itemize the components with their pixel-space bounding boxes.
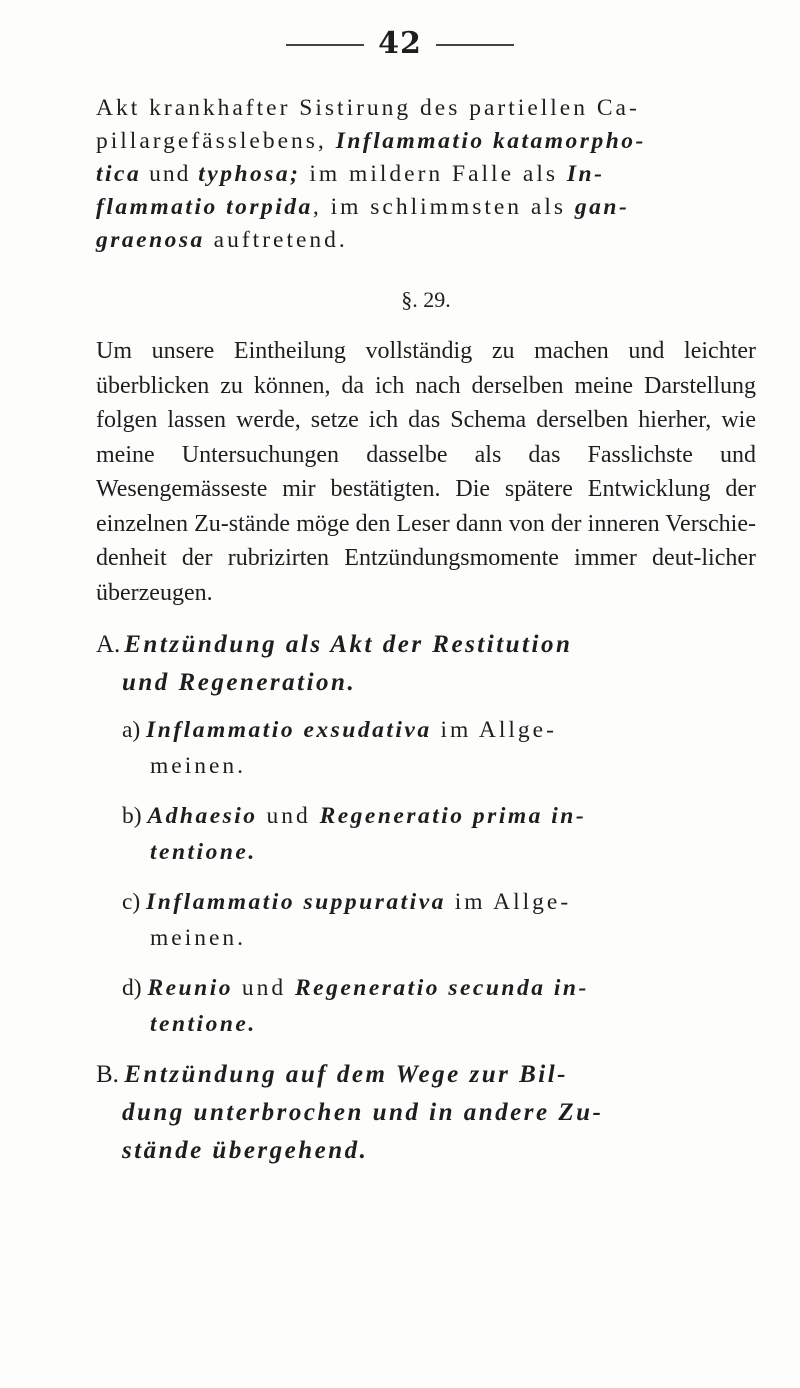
schema-item-a-main: [96, 626, 756, 702]
page-number: 42: [378, 26, 422, 61]
item-label: a): [122, 717, 141, 743]
item-title: Entzündung als Akt der Restitution: [124, 631, 573, 658]
schema-subitem-a: [96, 712, 756, 784]
intro-paragraph: [96, 92, 756, 257]
classification-schema: [96, 626, 756, 1170]
item-text: im Allge-: [445, 889, 572, 915]
item-label: A.: [96, 631, 121, 658]
item-title: Regeneratio prima in-: [319, 803, 587, 829]
intro-term: typhosa;: [198, 161, 301, 187]
intro-term: graenosa: [96, 227, 205, 253]
item-title: Inflammatio suppurativa: [146, 889, 446, 915]
intro-text: im mildern Falle als: [300, 161, 567, 187]
intro-term: gan-: [574, 194, 630, 220]
intro-text: auftretend.: [204, 227, 348, 253]
item-title-cont: stände übergehend.: [122, 1137, 369, 1164]
item-text-cont: meinen.: [150, 925, 247, 951]
item-text: und: [232, 975, 295, 1001]
item-title-cont: dung unterbrochen und in andere Zu-: [122, 1099, 604, 1126]
item-title: Regeneratio secunda in-: [294, 975, 589, 1001]
item-title: Entzündung auf dem Wege zur Bil-: [124, 1061, 569, 1088]
page-content: [96, 92, 756, 1180]
item-text: im Allge-: [431, 717, 557, 743]
intro-term: tica: [96, 161, 142, 187]
item-label: c): [122, 889, 141, 915]
header-rule-right: [436, 44, 514, 46]
schema-subitem-b: [96, 798, 756, 870]
intro-term: In-: [566, 161, 605, 187]
body-paragraph: Um unsere Eintheilung vollständig zu machen und leichter überblicken zu können, da ich nach derselben meine Darstellung folgen lassen werde, setze ich das Schema derselben hierher, wie meine Untersuchungen dasselbe als das Fasslichste und Wesengemässeste mir bestätigten. Die spätere Entwicklung der einzelnen Zu-stände möge den Leser dann von der inneren Verschie-denheit der rubrizirten Entzündungsmomente immer deut-licher überzeugen.: [96, 338, 756, 606]
intro-term: flammatio torpida: [96, 194, 313, 220]
item-label: d): [122, 975, 142, 1001]
intro-text: pillargefässlebens,: [96, 128, 336, 154]
item-title-cont: und Regeneration.: [122, 669, 357, 696]
item-text-cont: meinen.: [150, 753, 247, 779]
item-label: B.: [96, 1061, 119, 1088]
item-title-cont: tentione.: [150, 839, 257, 865]
section-heading: §. 29.: [401, 287, 451, 312]
schema-subitem-c: [96, 884, 756, 956]
item-title: Reunio: [147, 975, 233, 1001]
item-title: Inflammatio exsudativa: [146, 717, 432, 743]
intro-text: Akt krankhafter Sistirung des partiellen Ca-: [96, 95, 640, 121]
intro-text: und: [141, 161, 199, 187]
header-rule-left: [286, 44, 364, 46]
intro-text: , im schlimmsten als: [312, 194, 575, 220]
schema-item-b-main: [96, 1056, 756, 1170]
intro-term: Inflammatio katamorpho-: [335, 128, 646, 154]
page-header: [0, 26, 800, 61]
schema-subitem-d: [96, 970, 756, 1042]
item-title: Adhaesio: [147, 803, 258, 829]
item-label: b): [122, 803, 142, 829]
item-title-cont: tentione.: [150, 1011, 257, 1037]
item-text: und: [257, 803, 320, 829]
